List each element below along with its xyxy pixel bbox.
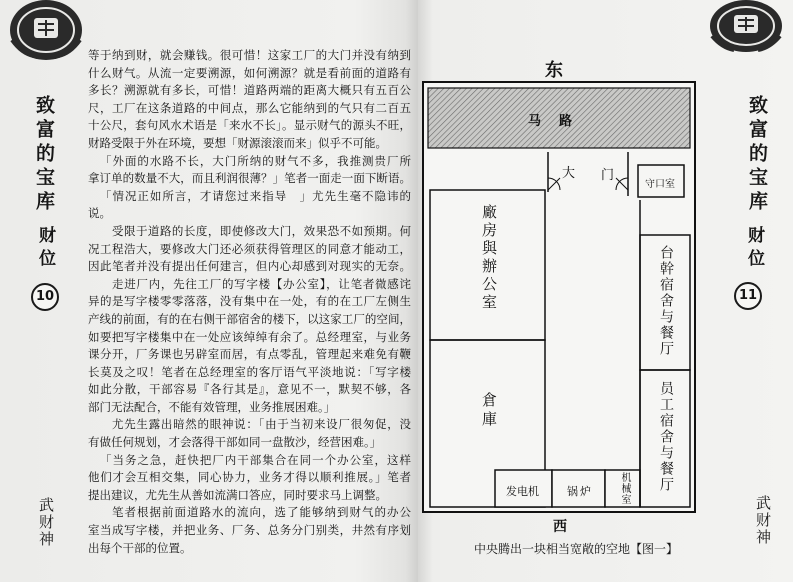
text-line: 长莫及之叹！笔者在总经理室的客厅语气平淡地说：「写字楼 [88,364,411,379]
cadre-dorm-label: 台幹宿舍与餐厅 [658,245,674,357]
machine-room-label: 机械室 [619,472,630,505]
text-line: 尺，工厂在这条道路的中间点，那么它能纳到的气只有二百五 [88,100,411,115]
text-line: 多长？溯源就有多长，可惜！道路两端的距离大概只有五百公 [88,83,411,98]
text-line: 有做任何规划，才会落得干部如同一盘散沙，经营困难。」 [88,435,382,450]
staff-dorm-label: 员工宿舍与餐厅 [658,381,674,493]
text-line: 走进厂内，先往工厂的写字楼【办公室】，让笔者微感诧 [112,276,411,291]
text-line: 等于纳到财，就会赚钱。很可惜！这家工厂的大门并没有纳到 [88,48,411,62]
warehouse-label: 倉庫 [480,392,498,430]
text-line: 室当成写字楼，并把业务、厂务、总务分门别类，井然有序划 [88,523,411,538]
left-margin-footer: 武财神 [37,497,55,548]
text-line: 尤先生露出暗然的眼神说：「由于当初来设厂很匆促，没 [112,417,411,432]
text-line: 提出建议，尤先生从善如流满口答应，同时要求马上调整。 [88,487,387,502]
gate-label-right: 门 [601,168,615,183]
text-line: 课分开，厂务课也另辟室而居，有点零乱，管理起来难免有鞭 [88,347,411,362]
direction-bottom-label: 西 [553,519,567,535]
text-line: 况工程浩大，要修改大门还必须获得管理区的同意才能动工， [88,241,411,256]
right-margin-footer: 武财神 [754,495,772,546]
road-label: 马路 [528,114,591,129]
text-line: 如要把写字楼集中在一处应该绰绰有余了。总经理室，与业务 [88,329,411,344]
text-line: 十公尺，套句风水术语是「来水不长」。显示财气的源头不旺， [88,118,411,133]
text-line: 拿订单的数量不大，而且利润很薄？」笔者一面走一面下断语。 [88,171,411,186]
text-line: 部门无法配合，不能有效管理，业务推展困难。」 [88,399,336,414]
text-line: 什么财气。从流一定要溯源，如何溯源？就是看前面的道路有 [88,65,411,80]
text-line: 受限于道路的长度，即使修改大门，效果恐不如预期。何 [112,223,411,238]
text-line: 因此笔者并没有提出任何建言，但内心却感到对现实的无奈。 [88,259,411,274]
right-margin-subtitle: 财位 [744,226,764,272]
figure-caption: 中央腾出一块相当宽敞的空地【图一】 [474,542,679,556]
right-margin-title: 致富的宝库 [746,95,768,215]
text-line: 如此分散，干部容易『各行其是』，意见不一，默契不够，各 [88,382,411,397]
text-line: 产线的前面，有的在右侧干部宿舍的楼下，以这家工厂的空间， [88,311,411,326]
text-line: 笔者根据前面道路水的流向，选了能够纳到财气的办公 [112,505,411,520]
gate-label-left: 大 [562,166,576,181]
page-number-left: 10 [31,283,59,311]
text-line: 异的是写字楼零零落落，没有集中在一处，有的在工厂左侧生 [88,294,411,309]
factory-office-label: 廠房與辦公室 [480,204,498,312]
text-line: 「当务之急，赶快把厂内干部集合在同一个办公室，这样 [100,452,411,467]
text-line: 说。 [88,206,111,221]
text-line: 他们才会互相交集，同心协力，业务才得以顺利推展。」笔者 [88,470,411,485]
left-margin-subtitle: 财位 [35,226,55,272]
text-line: 「外面的水路不长，大门所纳的财气不多，我推测贵厂所 [100,153,411,168]
boiler-label: 锅炉 [567,485,593,498]
generator-label: 发电机 [506,485,539,498]
left-margin-title: 致富的宝库 [33,95,55,215]
direction-top-label: 东 [545,60,563,81]
text-line: 「情况正如所言，才请您过来指导 」尤先生毫不隐讳的 [100,188,411,203]
guard-room-label: 守口室 [645,179,675,190]
page-number-right: 11 [734,282,762,310]
text-line: 财路受限于外在环境，要想「财源滚滚而来」似乎不可能。 [88,135,387,150]
text-line: 出每个干部的位置。 [88,540,192,555]
